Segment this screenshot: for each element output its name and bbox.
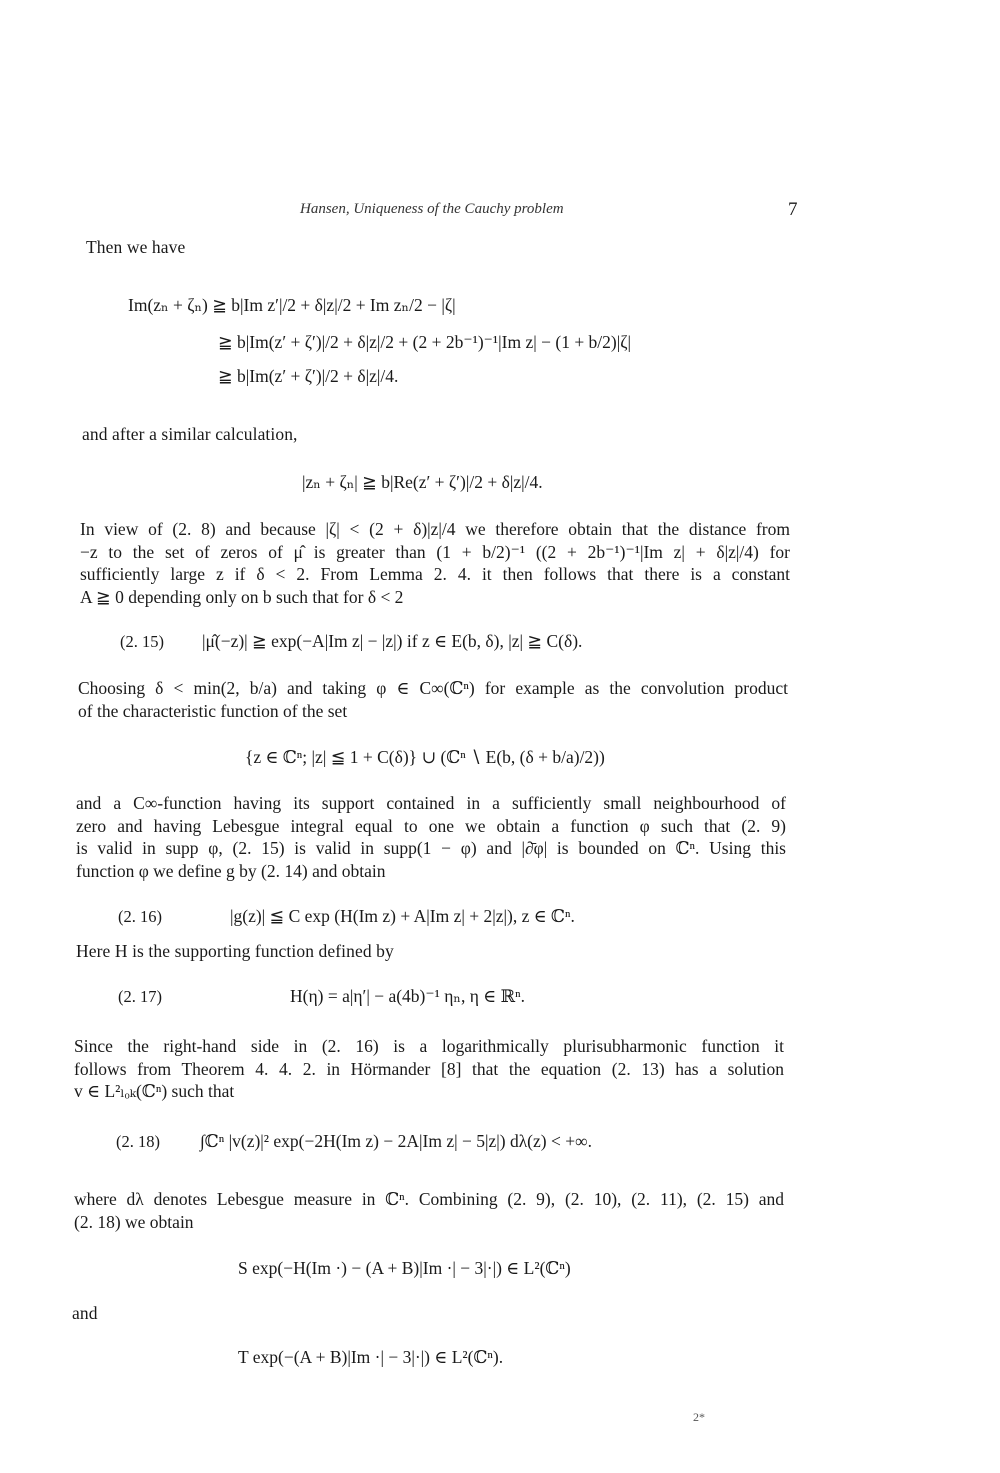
text-line: v ∈ L²ₗₒₖ(ℂⁿ) such that [74, 1081, 235, 1101]
equation-a-line2: ≧ b|Im(z′ + ζ′)|/2 + δ|z|/2 + (2 + 2b⁻¹)⁻¹|Im z| − (1 + b/2)|ζ| [218, 332, 632, 352]
paragraph-supporting-function: Here H is the supporting function defined by [76, 941, 394, 961]
text-line: (2. 18) we obtain [74, 1211, 194, 1232]
equation-number-2-15: (2. 15) [120, 632, 164, 651]
text-line: In view of (2. 8) and because |ζ| < (2 + δ)|z|/4 we therefore obtain that the distance from [80, 519, 790, 539]
equation-2-17: H(η) = a|η′| − a(4b)⁻¹ ηₙ, η ∈ ℝⁿ. [290, 986, 525, 1006]
equation-b: |zₙ + ζₙ| ≧ b|Re(z′ + ζ′)|/2 + δ|z|/4. [302, 472, 543, 492]
text-line: zero and having Lebesgue integral equal to one we obtain a function φ such that (2. 9) [76, 815, 786, 836]
paragraph-choosing [78, 677, 788, 722]
text-line: and a C∞-function having its support contained in a sufficiently small neighbourhood of [76, 793, 786, 813]
equation-number-2-18: (2. 18) [116, 1132, 160, 1151]
paragraph-lebesgue [74, 1188, 784, 1233]
paragraph-distance [80, 518, 790, 608]
paragraph-similar: and after a similar calculation, [82, 424, 298, 444]
equation-a-line3: ≧ b|Im(z′ + ζ′)|/2 + δ|z|/4. [218, 366, 399, 386]
text-line: of the characteristic function of the set [78, 700, 348, 721]
paragraph-plurisubharmonic [74, 1035, 784, 1103]
paragraph-c-infinity [76, 792, 786, 882]
text-line: function φ we define g by (2. 14) and obtain [76, 860, 386, 881]
equation-2-16: |g(z)| ≦ C exp (H(Im z) + A|Im z| + 2|z|), z ∈ ℂⁿ. [230, 906, 575, 926]
text-line: −z to the set of zeros of μ̂ is greater than (1 + b/2)⁻¹ ((2 + 2b⁻¹)⁻¹|Im z| + δ|z|/4) for [80, 541, 790, 562]
paragraph-intro: Then we have [86, 237, 186, 257]
equation-2-15: |μ̂(−z)| ≧ exp(−A|Im z| − |z|) if z ∈ E(b, δ), |z| ≧ C(δ). [202, 631, 583, 651]
text-line: sufficiently large z if δ < 2. From Lemma 2. 4. it then follows that there is a constant [80, 564, 790, 584]
equation-t: T exp(−(A + B)|Im ·| − 3|·|) ∈ L²(ℂⁿ). [238, 1347, 504, 1367]
equation-number-2-16: (2. 16) [118, 907, 162, 926]
text-line: where dλ denotes Lebesgue measure in ℂⁿ. Combining (2. 9), (2. 10), (2. 11), (2. 15) and [74, 1189, 784, 1209]
text-line: Since the right-hand side in (2. 16) is a logarithmically plurisubharmonic function it [74, 1036, 784, 1056]
running-title: Hansen, Uniqueness of the Cauchy problem [300, 201, 564, 217]
equation-set: {z ∈ ℂⁿ; |z| ≦ 1 + C(δ)} ∪ (ℂⁿ ∖ E(b, (δ + b/a)/2)) [245, 747, 605, 767]
text-line: follows from Theorem 4. 4. 2. in Hörmander [8] that the equation (2. 13) has a solution [74, 1058, 784, 1079]
equation-s: S exp(−H(Im ·) − (A + B)|Im ·| − 3|·|) ∈ L²(ℂⁿ) [238, 1258, 571, 1278]
paragraph-and: and [72, 1303, 98, 1323]
equation-a-line1: Im(zₙ + ζₙ) ≧ b|Im z′|/2 + δ|z|/2 + Im zₙ/2 − |ζ| [128, 295, 456, 315]
page-number: 7 [788, 199, 798, 220]
signature-mark: 2* [693, 1410, 705, 1424]
equation-2-18: ∫ℂⁿ |v(z)|² exp(−2H(Im z) − 2A|Im z| − 5|z|) dλ(z) < +∞. [200, 1131, 592, 1151]
text-line: Choosing δ < min(2, b/a) and taking φ ∈ C∞(ℂⁿ) for example as the convolution product [78, 678, 788, 698]
text-line: is valid in supp φ, (2. 15) is valid in supp(1 − φ) and |∂̄φ| is bounded on ℂⁿ. Using this [76, 838, 786, 858]
equation-number-2-17: (2. 17) [118, 987, 162, 1006]
text-line: A ≧ 0 depending only on b such that for δ < 2 [80, 586, 404, 607]
